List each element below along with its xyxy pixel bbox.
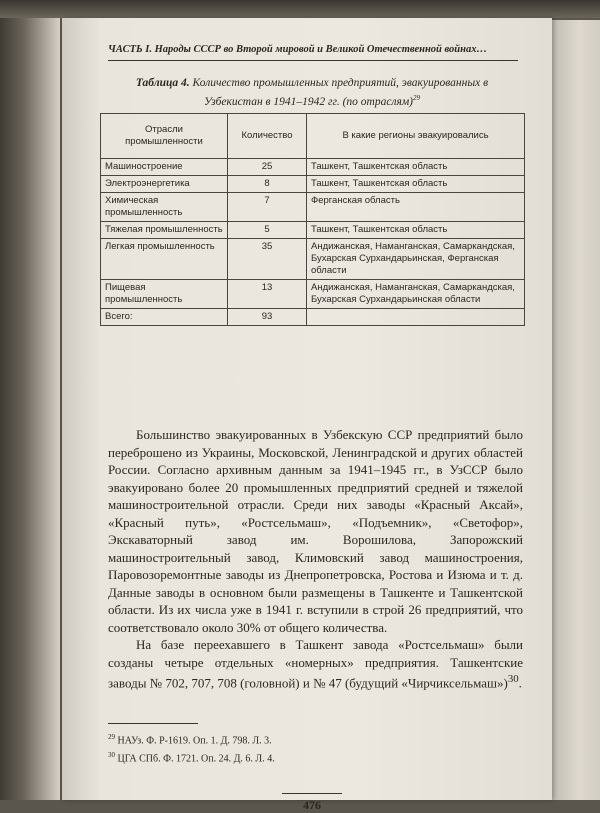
total-value: 93: [228, 309, 307, 326]
total-empty-cell: [307, 309, 525, 326]
header-regions: В какие регионы эвакуировались: [307, 114, 525, 159]
table-total-row: [101, 309, 525, 326]
table-row: [101, 222, 525, 239]
footnote-text: ЦГА СПб. Ф. 1721. Оп. 24. Д. 6. Л. 4.: [117, 753, 275, 765]
cell-count: 7: [228, 193, 307, 222]
footnote-number: 30: [108, 751, 115, 760]
paragraph-end: .: [518, 675, 522, 691]
running-head: ЧАСТЬ I. Народы СССР во Второй мировой и Великой Отечественной войнах…: [108, 44, 487, 55]
page-number: 476: [303, 798, 321, 812]
table-row: [101, 280, 525, 309]
book-spine-shadow: [0, 0, 60, 800]
running-head-rule: [108, 60, 518, 61]
evacuated-enterprises-table: [100, 113, 525, 326]
paragraph-text: На базе переехавшего в Ташкент завода «Ростсельмаш» были созданы четыре отдельных «номерных» предприятия. Ташкентские заводы № 702, 707, 708 (головной) и № 47 (будущий «Чирчиксельмаш»): [108, 637, 523, 691]
table-header-row: [101, 114, 525, 159]
cell-sector: Пищевая промышленность: [101, 280, 228, 309]
footnotes: [108, 730, 508, 767]
table-caption: [112, 76, 512, 110]
footnote-ref: 30: [507, 673, 519, 685]
table-row: [101, 176, 525, 193]
cell-sector: Машиностроение: [101, 159, 228, 176]
table-surface: [0, 0, 600, 18]
footnote: [108, 730, 508, 748]
adjacent-page-edge: [548, 20, 600, 800]
cell-count: 8: [228, 176, 307, 193]
table-caption-text: Количество промышленных предприятий, эвакуированных в Узбекистан в 1941–1942 гг. (по отраслям): [192, 77, 489, 108]
header-sector: Отрасли промышленности: [101, 114, 228, 159]
paragraph: [108, 636, 523, 692]
body-text: [108, 426, 523, 692]
cell-count: 5: [228, 222, 307, 239]
table-row: [101, 193, 525, 222]
cell-sector: Легкая промышленность: [101, 239, 228, 280]
cell-sector: Электроэнергетика: [101, 176, 228, 193]
cell-sector: Химическая промышленность: [101, 193, 228, 222]
cell-regions: Ташкент, Ташкентская область: [307, 222, 525, 239]
page-number-rule: [282, 793, 342, 794]
cell-regions: Ферганская область: [307, 193, 525, 222]
cell-regions: Андижанская, Наманганская, Самаркандская, Бухарская Сурхандарьинская области: [307, 280, 525, 309]
header-count: Количество: [228, 114, 307, 159]
table-row: [101, 239, 525, 280]
footnote: [108, 748, 508, 766]
table-row: [101, 159, 525, 176]
cell-regions: Андижанская, Наманганская, Самаркандская, Бухарская Сурхандарьинская, Ферганская области: [307, 239, 525, 280]
footnote-text: НАУз. Ф. Р-1619. Оп. 1. Д. 798. Л. 3.: [117, 735, 272, 747]
cell-regions: Ташкент, Ташкентская область: [307, 176, 525, 193]
book-page: [62, 18, 552, 812]
footnote-rule: [108, 723, 198, 724]
table-caption-footnote-ref: 29: [413, 94, 420, 102]
table-caption-label: Таблица 4.: [135, 77, 190, 89]
total-label: Всего:: [101, 309, 228, 326]
cell-regions: Ташкент, Ташкентская область: [307, 159, 525, 176]
cell-count: 25: [228, 159, 307, 176]
cell-count: 35: [228, 239, 307, 280]
paragraph: Большинство эвакуированных в Узбекскую ССР предприятий было переброшено из Украины, Московской, Ленинградской и других областей России. Согласно архивным данным за 1941–1945 гг., в УзССР было эвакуировано более 20 промышленных предприятий средней и тяжелой машиностроительной отрасли. Среди них заводы «Красный Аксай», «Красный путь», «Ростсельмаш», «Подъемник», «Светофор», Экскаваторный завод им. Ворошилова, Запорожский машиностроительный завод, Климовский завод машиностроения, Паровозоремонтные заводы из Днепропетровска, Ростова и Изюма и т. д. Данные заводы в основном были размещены в Ташкенте и Ташкентской области. Из их числа уже в 1941 г. вступили в строй 26 предприятий, что соответствовало около 30% от общего количества.: [108, 427, 523, 635]
cell-count: 13: [228, 280, 307, 309]
footnote-number: 29: [108, 733, 115, 741]
cell-sector: Тяжелая промышленность: [101, 222, 228, 239]
